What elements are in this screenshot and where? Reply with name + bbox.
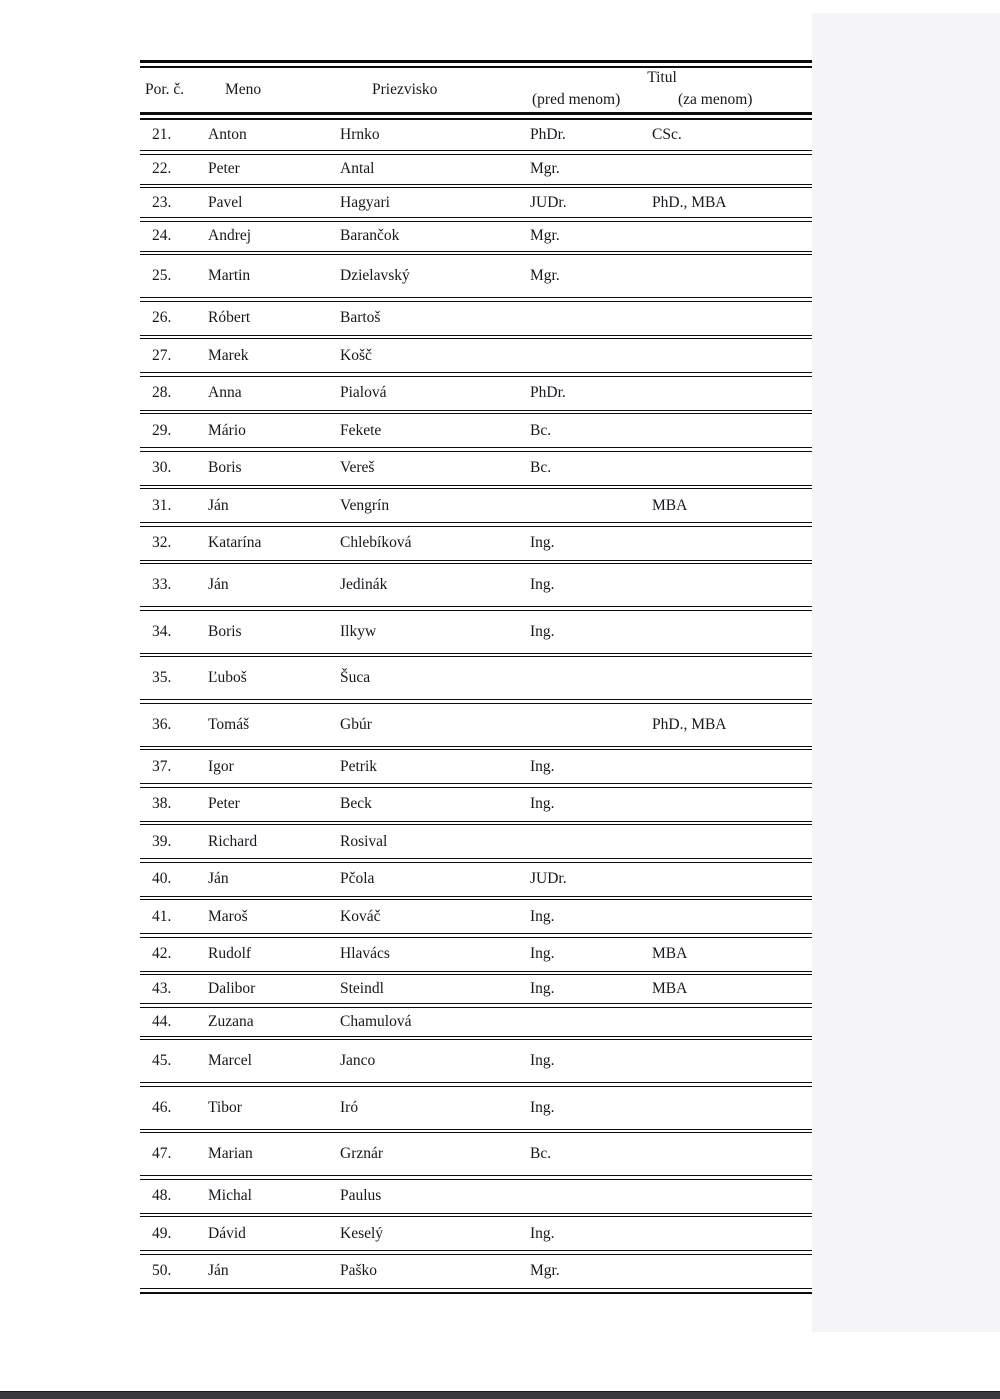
table-row [140,1216,812,1251]
surname-cell: Dzielavský [340,267,410,284]
column-header-title-group: Titul [647,69,677,86]
first-name-cell: Mário [208,421,246,439]
row-number-cell: 49. [152,1224,172,1242]
first-name-cell: Dalibor [208,980,256,997]
title-before-cell: Ing. [530,980,555,997]
title-before-cell: Ing. [530,1052,555,1069]
surname-cell: Hrnko [340,126,380,143]
title-after-cell: PhD., MBA [652,193,727,211]
table-inner [140,66,812,1294]
table-row [140,937,812,972]
surname-cell: Paulus [340,1187,382,1204]
table-row [140,563,812,607]
page-bottom-bar [0,1391,1000,1399]
row-number-cell: 37. [152,757,172,775]
title-before-cell: Mgr. [530,227,560,244]
first-name-cell: Ján [208,496,229,514]
surname-cell: Grznár [340,1145,384,1162]
surname-cell: Ilkyw [340,622,377,640]
row-number-cell: 42. [152,945,172,962]
title-after-cell: CSc. [652,126,682,143]
table-row [140,451,812,486]
row-number-cell: 39. [152,832,172,850]
table-row [140,413,812,448]
table-row [140,1007,812,1037]
row-number-cell: 35. [152,669,172,686]
first-name-cell: Richard [208,832,258,850]
surname-cell: Beck [340,795,372,812]
surname-cell: Vengrín [340,496,390,514]
first-name-cell: Anna [208,384,242,401]
surname-cell: Keselý [340,1224,384,1242]
row-number-cell: 23. [152,193,172,211]
table-row [140,974,812,1004]
table-row [140,1086,812,1130]
first-name-cell: Marcel [208,1052,252,1069]
column-header-title-after: (za menom) [678,91,753,108]
first-name-cell: Boris [208,459,242,476]
first-name-cell: Zuzana [208,1012,254,1030]
surname-cell: Šuca [340,669,371,686]
surname-cell: Hagyari [340,193,390,211]
column-header-first-name: Meno [225,81,262,98]
table-row [140,120,812,151]
row-number-cell: 22. [152,160,172,177]
title-before-cell: Mgr. [530,1262,560,1279]
title-before-cell: Ing. [530,795,555,812]
first-name-cell: Dávid [208,1224,246,1242]
table-row [140,899,812,934]
table-row [140,187,812,218]
row-number-cell: 29. [152,421,172,439]
table-row [140,824,812,859]
title-before-cell: Bc. [530,421,552,439]
first-name-cell: Ľuboš [208,669,247,686]
surname-cell: Hlavács [340,945,390,962]
table-row [140,488,812,523]
title-before-cell: JUDr. [530,870,567,887]
row-number-cell: 43. [152,980,172,997]
row-number-cell: 25. [152,267,172,284]
first-name-cell: Róbert [208,309,251,326]
table-row [140,526,812,561]
row-number-cell: 27. [152,346,172,364]
row-number-cell: 30. [152,459,172,476]
table-row [140,749,812,784]
title-before-cell: Ing. [530,907,555,925]
table-row [140,1179,812,1214]
table-row [140,610,812,654]
table-row [140,154,812,185]
surname-cell: Iró [340,1098,359,1116]
title-after-cell: MBA [652,945,688,962]
table-row [140,221,812,252]
title-before-cell: Ing. [530,757,555,775]
row-number-cell: 28. [152,384,172,401]
surname-cell: Bartoš [340,309,381,326]
row-number-cell: 45. [152,1052,172,1069]
row-number-cell: 48. [152,1187,172,1204]
first-name-cell: Tomáš [208,715,250,733]
row-number-cell: 38. [152,795,172,812]
first-name-cell: Ján [208,1262,229,1279]
row-number-cell: 26. [152,309,172,326]
table-row [140,703,812,747]
table-body [140,118,812,1289]
table-row [140,1039,812,1083]
title-after-cell: PhD., MBA [652,715,727,733]
surname-cell: Košč [340,346,372,364]
row-number-cell: 21. [152,126,172,143]
row-number-cell: 34. [152,622,172,640]
title-after-cell: MBA [652,496,688,514]
title-before-cell: Ing. [530,622,555,640]
persons-titles-table [140,60,812,1294]
row-number-cell: 32. [152,534,172,551]
title-before-cell: JUDr. [530,193,567,211]
table-row [140,1254,812,1289]
table-row [140,301,812,336]
row-number-cell: 24. [152,227,172,244]
row-number-cell: 33. [152,576,172,593]
title-before-cell: Ing. [530,576,555,593]
title-before-cell: Mgr. [530,267,560,284]
title-before-cell: PhDr. [530,384,566,401]
first-name-cell: Ján [208,576,229,593]
first-name-cell: Ján [208,870,229,887]
surname-cell: Rosival [340,832,388,850]
row-number-cell: 41. [152,907,172,925]
title-after-cell: MBA [652,980,688,997]
surname-cell: Kováč [340,907,381,925]
first-name-cell: Michal [208,1187,252,1204]
row-number-cell: 36. [152,715,172,733]
row-number-cell: 46. [152,1098,172,1116]
first-name-cell: Tibor [208,1098,242,1116]
surname-cell: Barančok [340,227,400,244]
first-name-cell: Igor [208,757,234,775]
column-header-title-before: (pred menom) [532,91,621,108]
row-number-cell: 44. [152,1012,172,1030]
first-name-cell: Marian [208,1145,253,1162]
first-name-cell: Boris [208,622,242,640]
surname-cell: Steindl [340,980,384,997]
first-name-cell: Pavel [208,193,243,211]
first-name-cell: Maroš [208,907,248,925]
column-header-surname: Priezvisko [372,81,438,98]
surname-cell: Petrik [340,757,378,775]
surname-cell: Chamulová [340,1012,412,1030]
title-before-cell: Bc. [530,1145,552,1162]
surname-cell: Chlebíková [340,534,412,551]
surname-cell: Gbúr [340,715,372,733]
surname-cell: Antal [340,160,375,177]
table-row [140,862,812,897]
first-name-cell: Peter [208,795,240,812]
title-before-cell: Ing. [530,534,555,551]
row-number-cell: 47. [152,1145,172,1162]
surname-cell: Pčola [340,870,375,887]
first-name-cell: Peter [208,160,240,177]
table-row [140,338,812,373]
surname-cell: Jedinák [340,576,388,593]
title-before-cell: Ing. [530,1224,555,1242]
row-number-cell: 50. [152,1262,172,1279]
first-name-cell: Rudolf [208,945,252,962]
row-number-cell: 31. [152,496,172,514]
first-name-cell: Anton [208,126,247,143]
row-number-cell: 40. [152,870,172,887]
title-before-cell: Bc. [530,459,552,476]
surname-cell: Fekete [340,421,382,439]
surname-cell: Janco [340,1052,376,1069]
surname-cell: Paško [340,1262,378,1279]
table-header-row [140,68,812,115]
column-header-number: Por. č. [145,81,185,98]
title-before-cell: Ing. [530,945,555,962]
first-name-cell: Martin [208,267,251,284]
table-row [140,254,812,298]
table-row [140,656,812,700]
table-row [140,1132,812,1176]
table-row [140,787,812,822]
scan-margin-shade [812,13,1000,1332]
surname-cell: Vereš [340,459,375,476]
first-name-cell: Katarína [208,534,262,551]
title-before-cell: Ing. [530,1098,555,1116]
title-before-cell: Mgr. [530,160,560,177]
title-before-cell: PhDr. [530,126,566,143]
surname-cell: Pialová [340,384,387,401]
first-name-cell: Marek [208,346,249,364]
first-name-cell: Andrej [208,227,252,244]
table-row [140,376,812,411]
